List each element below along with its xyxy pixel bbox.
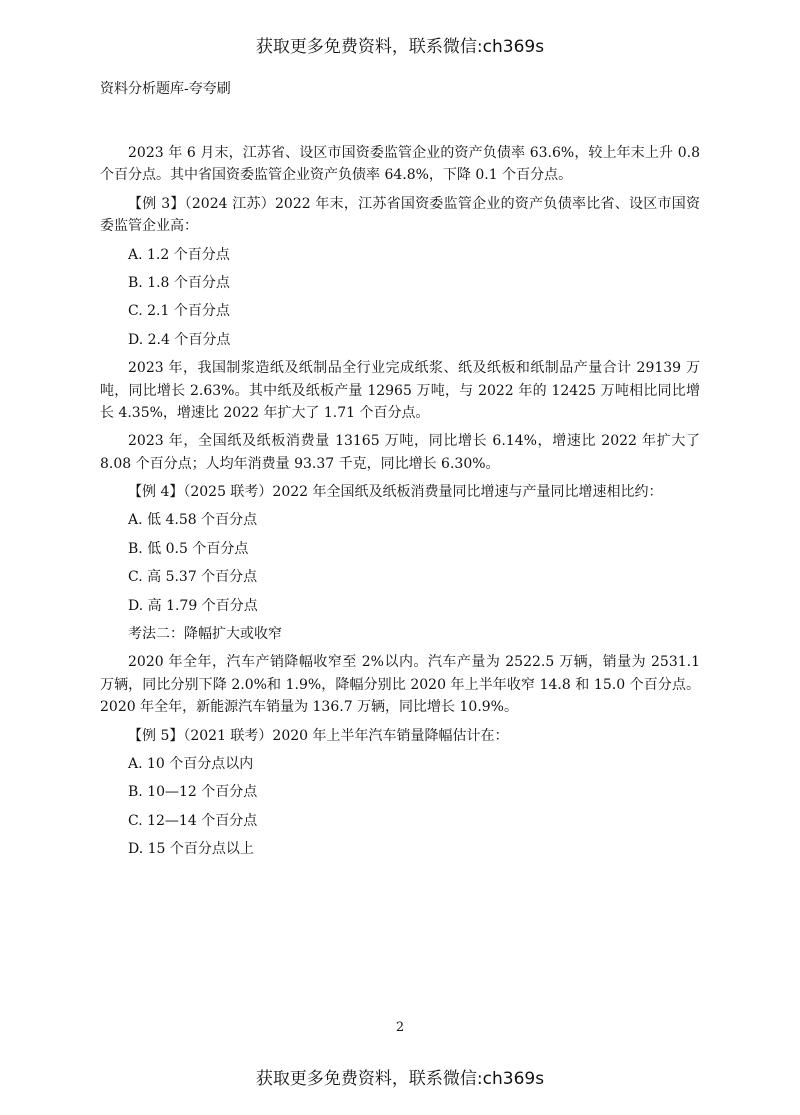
answer-option: B. 低 0.5 个百分点 — [128, 540, 249, 557]
promo-banner-bottom: 获取更多免费资料，联系微信:ch369s — [255, 1069, 545, 1089]
answer-option: A. 低 4.58 个百分点 — [128, 512, 258, 529]
answer-option: D. 高 1.79 个百分点 — [128, 597, 258, 614]
answer-option: C. 2.1 个百分点 — [128, 303, 230, 320]
question-stem: 【例 3】（2024 江苏）2022 年末，江苏省国资委监管企业的资产负债率比省、设区市国资委监管企业高： — [100, 195, 700, 235]
question-stem: 【例 5】（2021 联考）2020 年上半年汽车销量降幅估计在： — [128, 727, 509, 744]
answer-option: D. 2.4 个百分点 — [128, 331, 231, 348]
answer-option: D. 15 个百分点以上 — [128, 841, 254, 858]
promo-banner-top: 获取更多免费资料，联系微信:ch369s — [255, 37, 545, 57]
document-header: 资料分析题库-夸夸刷 — [100, 81, 231, 97]
paragraph: 2020 年全年，汽车产销降幅收窄至 2%以内。汽车产量为 2522.5 万辆，销量为 2531.1 万辆，同比分别下降 2.0%和 1.9%，降幅分别比 2020 年上半年收窄 14.8 和 15.0 个百分点。2020 年全年，新能源汽车销量为 136.7 万辆，同比增长 10.9%。 — [100, 654, 700, 716]
answer-option: B. 10—12 个百分点 — [128, 784, 258, 801]
section-heading: 考法二：降幅扩大或收窄 — [128, 626, 282, 643]
answer-option: A. 10 个百分点以内 — [128, 755, 254, 772]
paragraph: 2023 年，我国制浆造纸及纸制品全行业完成纸浆、纸及纸板和纸制品产量合计 29139 万吨，同比增长 2.63%。其中纸及纸板产量 12965 万吨，与 2022 年的 12425 万吨相比同比增长 4.35%，增速比 2022 年扩大了 1.71 个百分点。 — [100, 360, 700, 421]
question-stem: 【例 4】（2025 联考）2022 年全国纸及纸板消费量同比增速与产量同比增速相比约： — [128, 484, 663, 501]
document-body — [100, 142, 700, 867]
answer-option: B. 1.8 个百分点 — [128, 274, 230, 291]
answer-option: A. 1.2 个百分点 — [128, 246, 230, 263]
paragraph: 2023 年 6 月末，江苏省、设区市国资委监管企业的资产负债率 63.6%，较上年末上升 0.8 个百分点。其中省国资委监管企业资产负债率 64.8%，下降 0.1 个百分点。 — [100, 145, 700, 184]
page-number: 2 — [395, 1020, 405, 1035]
answer-option: C. 高 5.37 个百分点 — [128, 569, 258, 586]
paragraph: 2023 年，全国纸及纸板消费量 13165 万吨，同比增长 6.14%，增速比 2022 年扩大了 8.08 个百分点；人均年消费量 93.37 千克，同比增长 6.30%。 — [100, 433, 700, 472]
answer-option: C. 12—14 个百分点 — [128, 812, 258, 829]
